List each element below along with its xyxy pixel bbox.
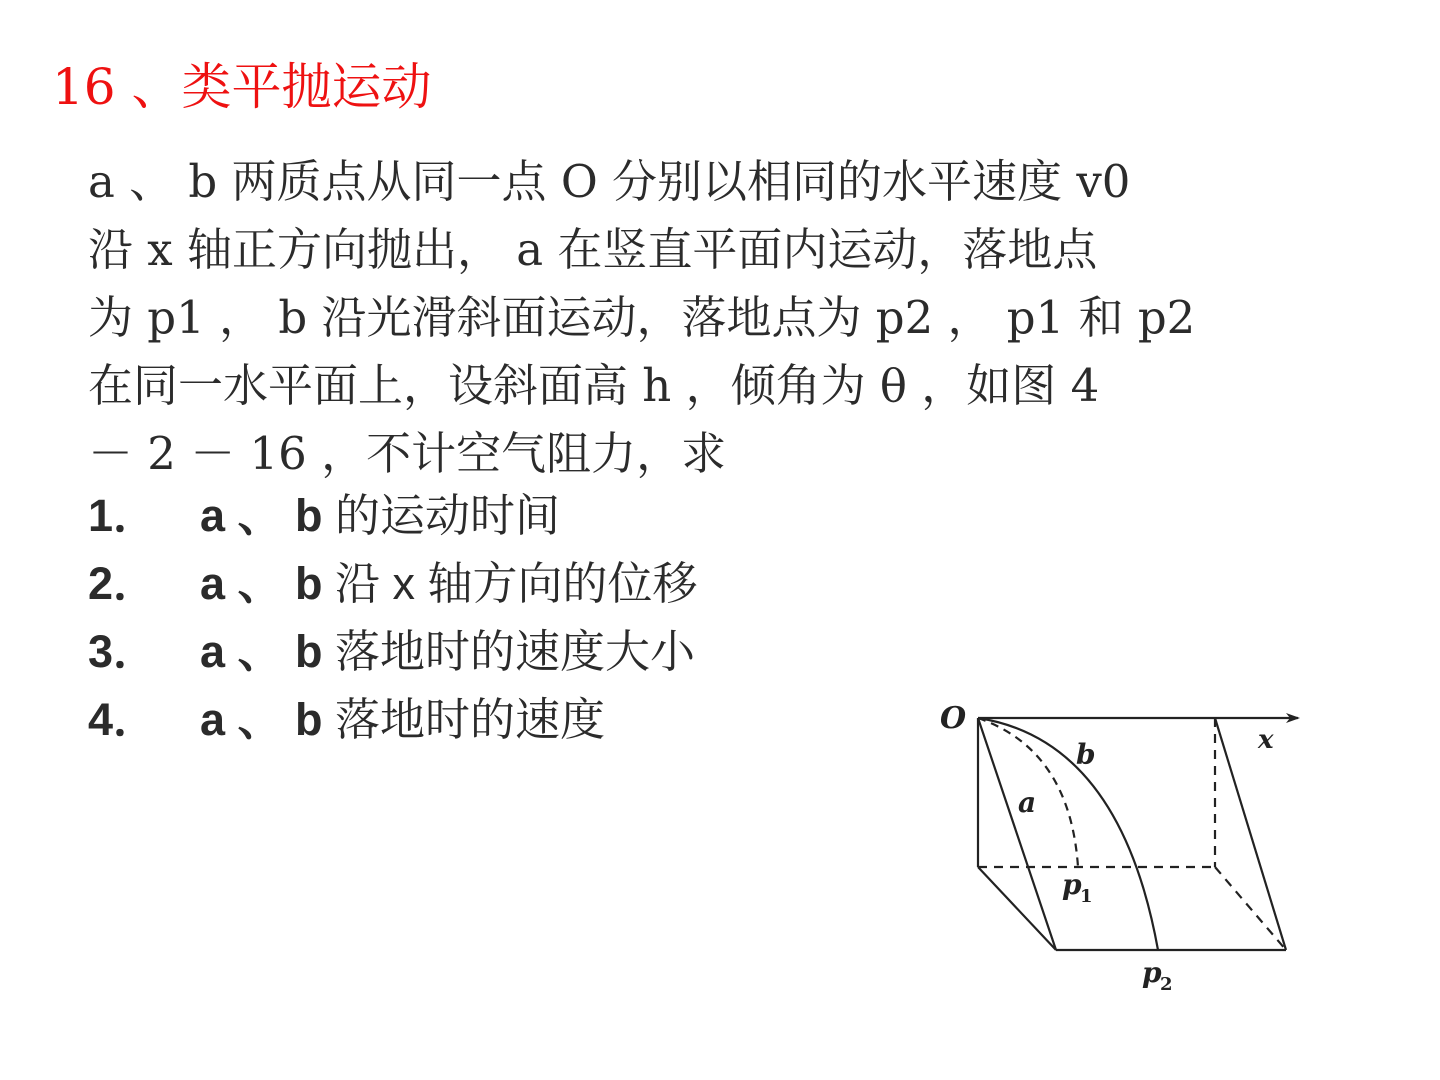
question-text: 落地时的速度 xyxy=(322,694,606,745)
problem-line: 为 p1 ， b 沿光滑斜面运动，落地点为 p2 ， p1 和 p2 xyxy=(88,291,1196,344)
label-b: b xyxy=(1076,738,1096,771)
slope-left-edge xyxy=(978,718,1056,950)
question-number: 3． xyxy=(88,626,159,677)
label-origin: O xyxy=(940,701,967,736)
question-number: 2． xyxy=(88,558,159,609)
slope-right-edge xyxy=(1215,718,1286,950)
question-item xyxy=(88,686,698,754)
question-item xyxy=(88,482,698,550)
problem-line: 沿 x 轴正方向抛出， a 在竖直平面内运动，落地点 xyxy=(88,223,1098,276)
problem-line: － 2 － 16 ，不计空气阻力，求 xyxy=(88,427,727,480)
slide-title: 16 、类平抛运动 xyxy=(52,58,432,116)
label-p2 xyxy=(1142,956,1173,995)
question-subjects: a 、 b xyxy=(200,626,323,677)
question-subjects: a 、 b xyxy=(200,694,323,745)
label-p1-main: p xyxy=(1062,868,1082,901)
label-p2-main: p xyxy=(1142,956,1162,989)
label-x-axis: x xyxy=(1258,725,1274,755)
incline-diagram xyxy=(930,690,1310,1010)
question-number: 1． xyxy=(88,490,159,541)
question-item xyxy=(88,550,698,618)
question-subjects: a 、 b xyxy=(200,558,323,609)
base-right-edge xyxy=(1215,867,1286,950)
question-text: 的运动时间 xyxy=(322,490,561,541)
question-text: 沿 x 轴方向的位移 xyxy=(322,558,698,609)
trajectory-b xyxy=(978,718,1158,950)
label-p1 xyxy=(1062,868,1093,907)
question-number: 4． xyxy=(88,694,159,745)
question-list xyxy=(88,482,698,754)
incline-diagram-svg xyxy=(930,690,1310,1010)
label-p1-sub: 1 xyxy=(1080,886,1093,907)
problem-line: 在同一水平面上，设斜面高 h ，倾角为 θ ，如图 4 xyxy=(88,359,1100,412)
label-p2-sub: 2 xyxy=(1160,974,1173,995)
question-text: 落地时的速度大小 xyxy=(322,626,696,677)
question-item xyxy=(88,618,698,686)
question-subjects: a 、 b xyxy=(200,490,323,541)
base-left-edge xyxy=(978,867,1056,950)
problem-statement xyxy=(88,148,1388,488)
label-a: a xyxy=(1018,786,1037,819)
problem-line: a 、 b 两质点从同一点 O 分别以相同的水平速度 v0 xyxy=(88,155,1131,208)
